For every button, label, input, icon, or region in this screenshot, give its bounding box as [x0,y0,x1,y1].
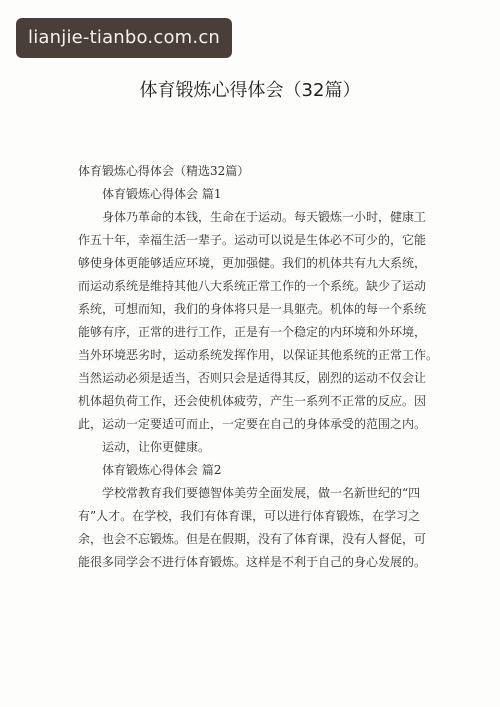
document-body [78,160,438,574]
paragraph-line: 当外环境恶劣时，运动系统发挥作用，以保证其他系统的正常工作。 [78,348,439,362]
paragraph-line: 能够有序，正常的进行工作，正是有一个稳定的内环境和外环境， [78,325,427,339]
paragraph-line: 系统，可想而知，我们的身体将只是一具躯壳。机体的每一个系统 [78,302,427,316]
paragraph-line: 此，运动一定要适可而止，一定要在自己的身体承受的范围之内。 [78,417,427,431]
paragraph-line: 当然运动必须是适当，否则只会是适得其反，剧烈的运动不仅会让 [78,371,427,385]
document-title: 体育锻炼心得体会（32篇） [139,80,361,101]
paragraph-line: 学校常教育我们要德智体美劳全面发展，做一名新世纪的“四 [102,486,421,500]
section-heading-1: 体育锻炼心得体会 篇1 [102,187,222,201]
paragraph-line: 身体乃革命的本钱，生命在于运动。每天锻炼一小时，健康工 [102,210,427,224]
paragraph-line: 够使身体更能够适应环境，更加强健。我们的机体共有九大系统， [78,256,427,270]
paragraph-line: 余，也会不忘锻炼。但是在假期，没有了体育课，没有人督促，可 [78,532,427,546]
document-subtitle: 体育锻炼心得体会（精选32篇） [78,164,250,178]
paragraph-line: 而运动系统是维持其他八大系统正常工作的一个系统。缺少了运动 [78,279,427,293]
paragraph-line: 有”人才。在学校，我们有体育课，可以进行体育锻炼，在学习之 [78,509,421,523]
watermark-badge: lianjie-tianbo.com.cn [16,18,232,58]
section-heading-2: 体育锻炼心得体会 篇2 [102,463,222,477]
paragraph-line: 能很多同学会不进行体育锻炼。这样是不利于自己的身心发展的。 [78,555,427,569]
paragraph-line: 机体超负荷工作，还会使机体疲劳，产生一系列不正常的反应。因 [78,394,427,408]
paragraph-closing: 运动，让你更健康。 [102,440,211,454]
paragraph-line: 作五十年，幸福生活一辈子。运动可以说是生体必不可少的，它能 [78,233,427,247]
